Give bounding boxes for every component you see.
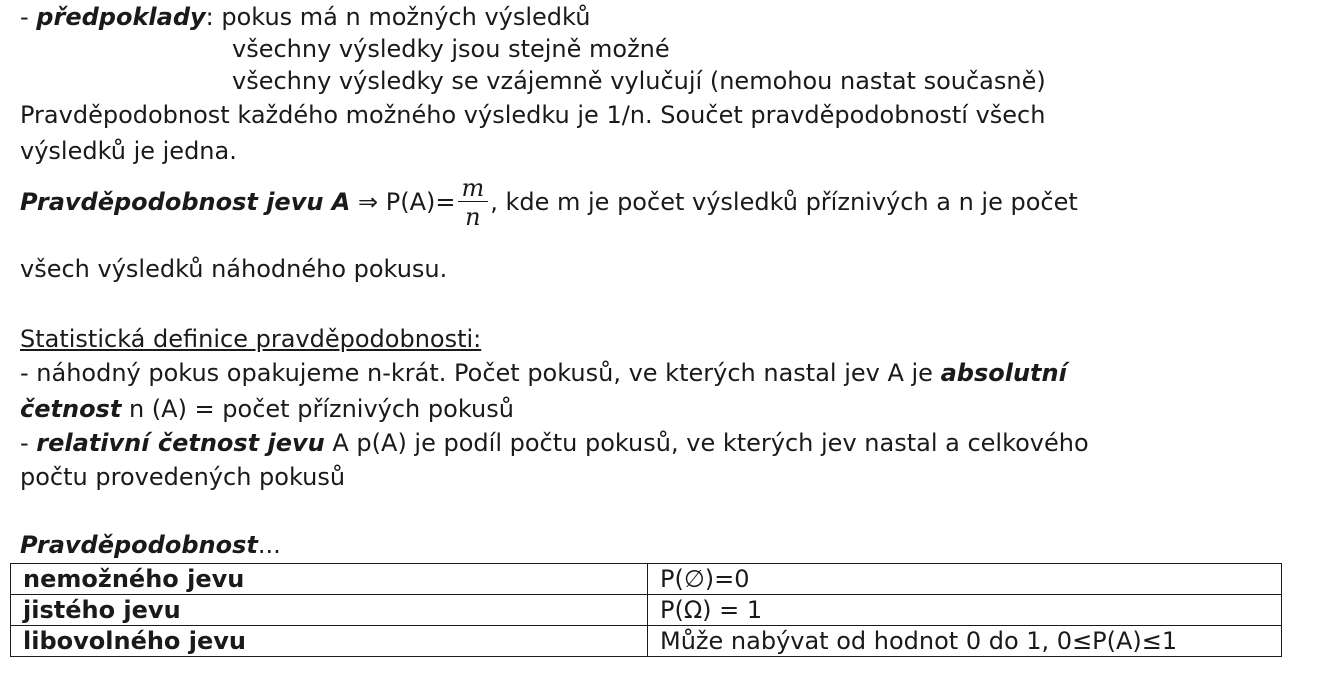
fraction [457, 175, 488, 232]
classical-line-1: Pravděpodobnost každého možného výsledku je 1/n. Součet pravděpodobností všech [20, 101, 1046, 129]
statistical-line-2-text: n (A) = počet příznivých pokusů [121, 395, 514, 423]
table-row-value: P(∅)=0 [648, 564, 1282, 595]
event-probability-line [20, 172, 1078, 232]
assumption-item-1: pokus má n možných výsledků [213, 3, 591, 31]
table-row-label: nemožného jevu [11, 564, 648, 595]
absolute-term: absolutní [940, 359, 1067, 387]
table-caption-bold: Pravděpodobnost [20, 531, 258, 559]
assumption-item-2: všechny výsledky jsou stejně možné [232, 35, 670, 63]
table-row-label: libovolného jevu [11, 626, 648, 657]
event-probability-term: Pravděpodobnost jevu A [20, 188, 351, 216]
statistical-line-3-text: A p(A) je podíl počtu pokusů, ve kterých jev nastal a celkového [324, 429, 1089, 457]
statistical-line-3 [20, 428, 1089, 458]
frequency-term: četnost [20, 395, 122, 423]
fraction-denominator: n [465, 202, 481, 231]
table-row [11, 626, 1282, 657]
statistical-line-1 [20, 358, 1067, 388]
table-row [11, 564, 1282, 595]
table-caption [20, 530, 281, 560]
statistical-line-1-text: - náhodný pokus opakujeme n-krát. Počet pokusů, ve kterých nastal jev A je [20, 359, 941, 387]
table-row-value: Může nabývat od hodnot 0 do 1, 0≤P(A)≤1 [648, 626, 1282, 657]
probability-table [10, 563, 1282, 657]
table-row-value: P(Ω) = 1 [648, 595, 1282, 626]
assumptions-colon: : [205, 3, 214, 31]
table-caption-rest: ... [257, 531, 281, 559]
assumptions-line [20, 2, 590, 32]
assumption-item-3: všechny výsledky se vzájemně vylučují (nemohou nastat současně) [232, 67, 1046, 95]
event-probability-line-2: všech výsledků náhodného pokusu. [20, 255, 448, 283]
statistical-line-3-dash: - [20, 429, 37, 457]
assumptions-dash: - [20, 3, 37, 31]
table-row [11, 595, 1282, 626]
event-probability-arrow: ⇒ P(A)= [350, 188, 456, 216]
statistical-line-2 [20, 394, 514, 424]
table-row-label: jistého jevu [11, 595, 648, 626]
fraction-numerator: m [461, 173, 485, 202]
assumptions-term: předpoklady [36, 3, 206, 31]
relative-frequency-term: relativní četnost jevu [36, 429, 325, 457]
event-probability-rest: , kde m je počet výsledků příznivých a n je počet [490, 188, 1078, 216]
classical-line-2: výsledků je jedna. [20, 137, 237, 165]
statistical-heading: Statistická definice pravděpodobnosti: [20, 325, 482, 353]
probability-table-body [11, 564, 1282, 657]
statistical-line-4: počtu provedených pokusů [20, 463, 346, 491]
